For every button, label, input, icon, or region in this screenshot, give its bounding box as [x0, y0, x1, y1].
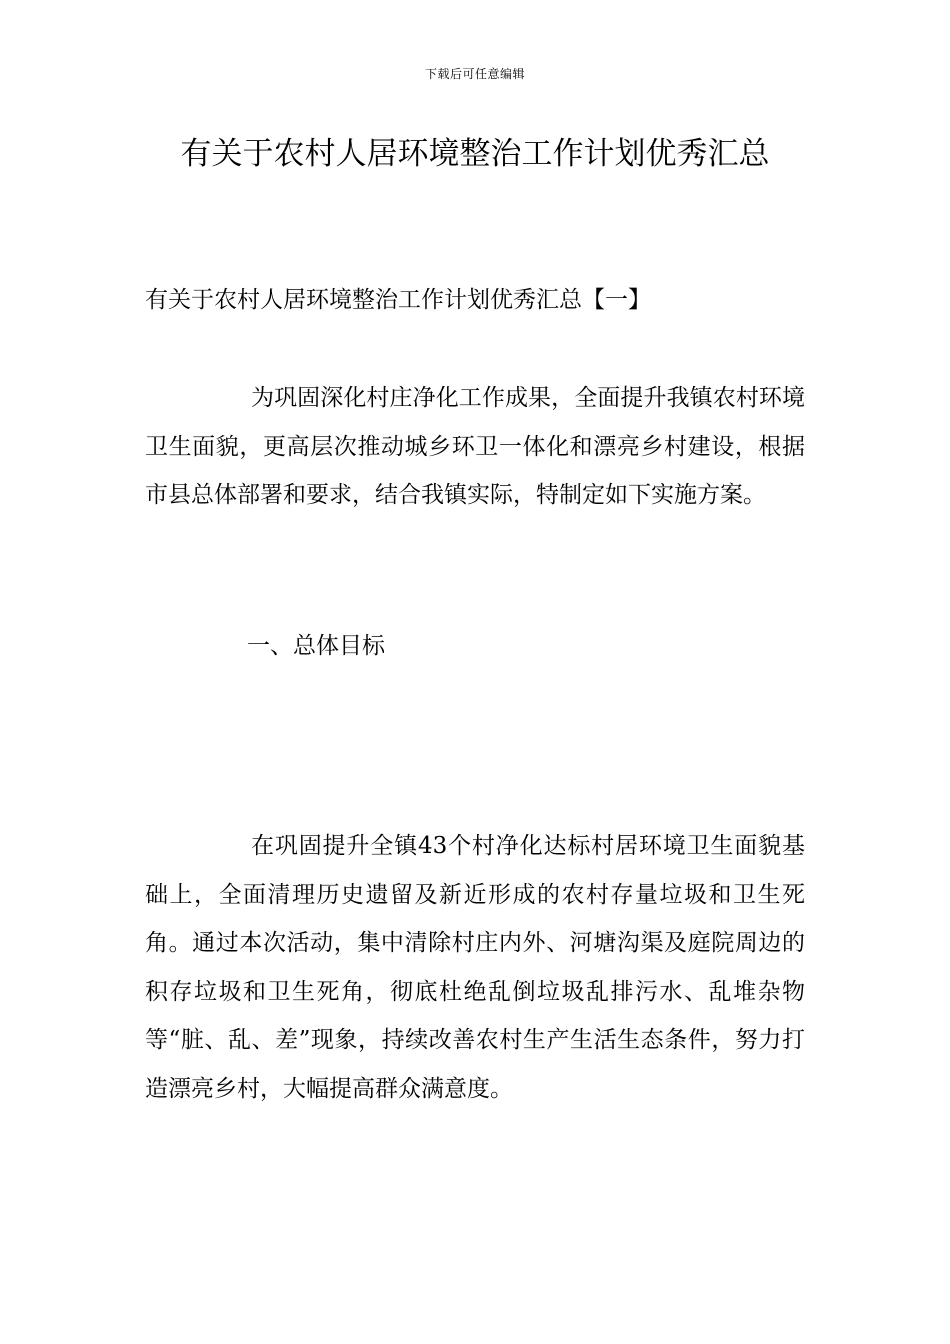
document-title: 有关于农村人居环境整治工作计划优秀汇总: [180, 136, 770, 172]
header-note: 下载后可任意编辑: [424, 67, 525, 81]
subheading-overall-goal: 一、总体目标: [247, 633, 385, 659]
intro-paragraph: 为巩固深化村庄净化工作成果，全面提升我镇农村环境卫生面貌，更高层次推动城乡环卫一体化和漂亮乡村建设，根据市县总体部署和要求，结合我镇实际，特制定如下实施方案。: [145, 385, 805, 508]
goal-paragraph: 在巩固提升全镇43个村净化达标村居环境卫生面貌基础上，全面清理历史遗留及新近形成的农村存量垃圾和卫生死角。通过本次活动，集中清除村庄内外、河塘沟渠及庭院周边的积存垃圾和卫生死角，彻底杜绝乱倒垃圾乱排污水、乱堆杂物等“脏、乱、差”现象，持续改善农村生产生活生态条件，努力打造漂亮乡村，大幅提高群众满意度。: [145, 833, 805, 1102]
section-heading: 有关于农村人居环境整治工作计划优秀汇总【一】: [145, 287, 651, 313]
